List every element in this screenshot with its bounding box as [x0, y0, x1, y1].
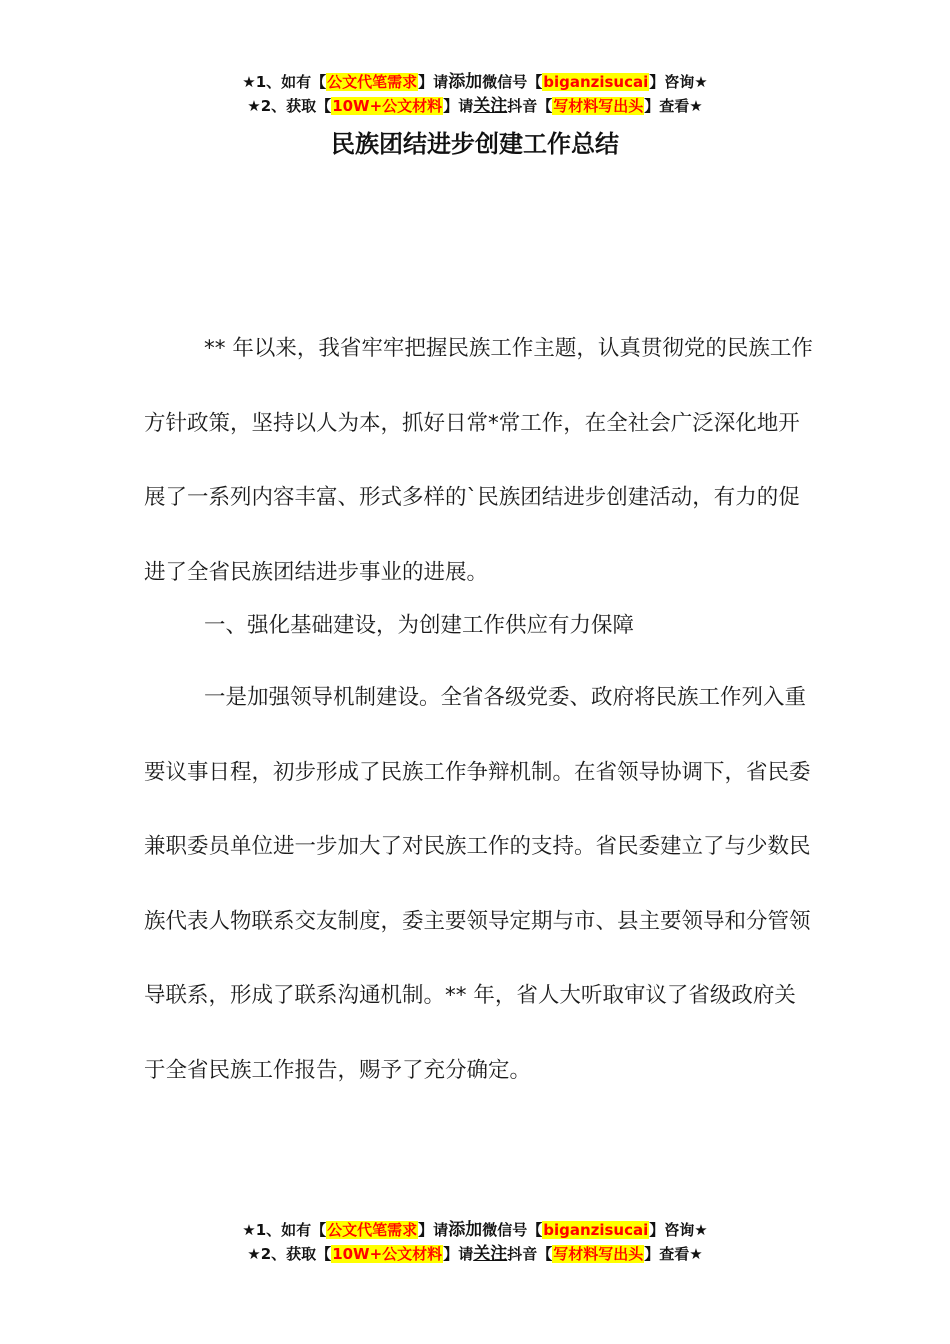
promo-text: 微信号【: [482, 73, 543, 91]
promo-text: ★2、获取【: [247, 97, 332, 115]
promo-text: 】查看★: [644, 1245, 703, 1263]
promo-line-1: [0, 70, 950, 94]
paragraph-leadership: 一是加强领导机制建设。全省各级党委、政府将民族工作列入重要议事日程，初步形成了民族工作争辩机制。在省领导协调下，省民委兼职委员单位进一步加大了对民族工作的支持。省民委建立了与少数民族代表人物联系交友制度，委主要领导定期与市、县主要领导和分管领导联系，形成了联系沟通机制。** 年，省人大听取审议了省级政府关于全省民族工作报告，赐予了充分确定。: [144, 685, 811, 1083]
promo-emphasis: 添加: [448, 1220, 483, 1240]
promo-text: 】请: [443, 1245, 474, 1263]
paragraph-intro: ** 年以来，我省牢牢把握民族工作主题，认真贯彻党的民族工作方针政策，坚持以人为本，抓好日常*常工作，在全社会广泛深化地开展了一系列内容丰富、形式多样的`民族团结进步创建活动，有力的促进了全省民族团结进步事业的进展。: [144, 336, 813, 585]
promo-text: 】请: [418, 1221, 449, 1239]
promo-highlight: biganzisucai: [543, 1221, 649, 1239]
section-heading: 一、强化基础建设，为创建工作供应有力保障: [204, 613, 635, 638]
promo-highlight: 公文代笔需求: [327, 1221, 418, 1239]
promo-text: 】咨询★: [649, 73, 708, 91]
bottom-promo-banner: [0, 1218, 950, 1266]
document-title: 民族团结进步创建工作总结: [331, 130, 619, 158]
promo-line-1: [0, 1218, 950, 1242]
promo-text: ★1、如有【: [242, 73, 327, 91]
promo-highlight: 写材料写出头: [553, 97, 644, 115]
promo-text: 】请: [443, 97, 474, 115]
promo-text: 】查看★: [644, 97, 703, 115]
promo-text: ★1、如有【: [242, 1221, 327, 1239]
promo-line-2: [0, 1242, 950, 1266]
promo-emphasis: 添加: [448, 72, 483, 92]
promo-text: 】请: [418, 73, 449, 91]
promo-highlight: 公文代笔需求: [327, 73, 418, 91]
promo-text: 微信号【: [482, 1221, 543, 1239]
top-promo-banner: [0, 70, 950, 118]
promo-emphasis: 关注: [473, 1244, 508, 1264]
promo-highlight: 10W+公文材料: [332, 1245, 443, 1263]
promo-highlight: 10W+公文材料: [332, 97, 443, 115]
promo-text: 抖音【: [507, 97, 553, 115]
promo-highlight: 写材料写出头: [553, 1245, 644, 1263]
promo-emphasis: 关注: [473, 96, 508, 116]
promo-line-2: [0, 94, 950, 118]
promo-highlight: biganzisucai: [543, 73, 649, 91]
promo-text: 抖音【: [507, 1245, 553, 1263]
promo-text: ★2、获取【: [247, 1245, 332, 1263]
promo-text: 】咨询★: [649, 1221, 708, 1239]
